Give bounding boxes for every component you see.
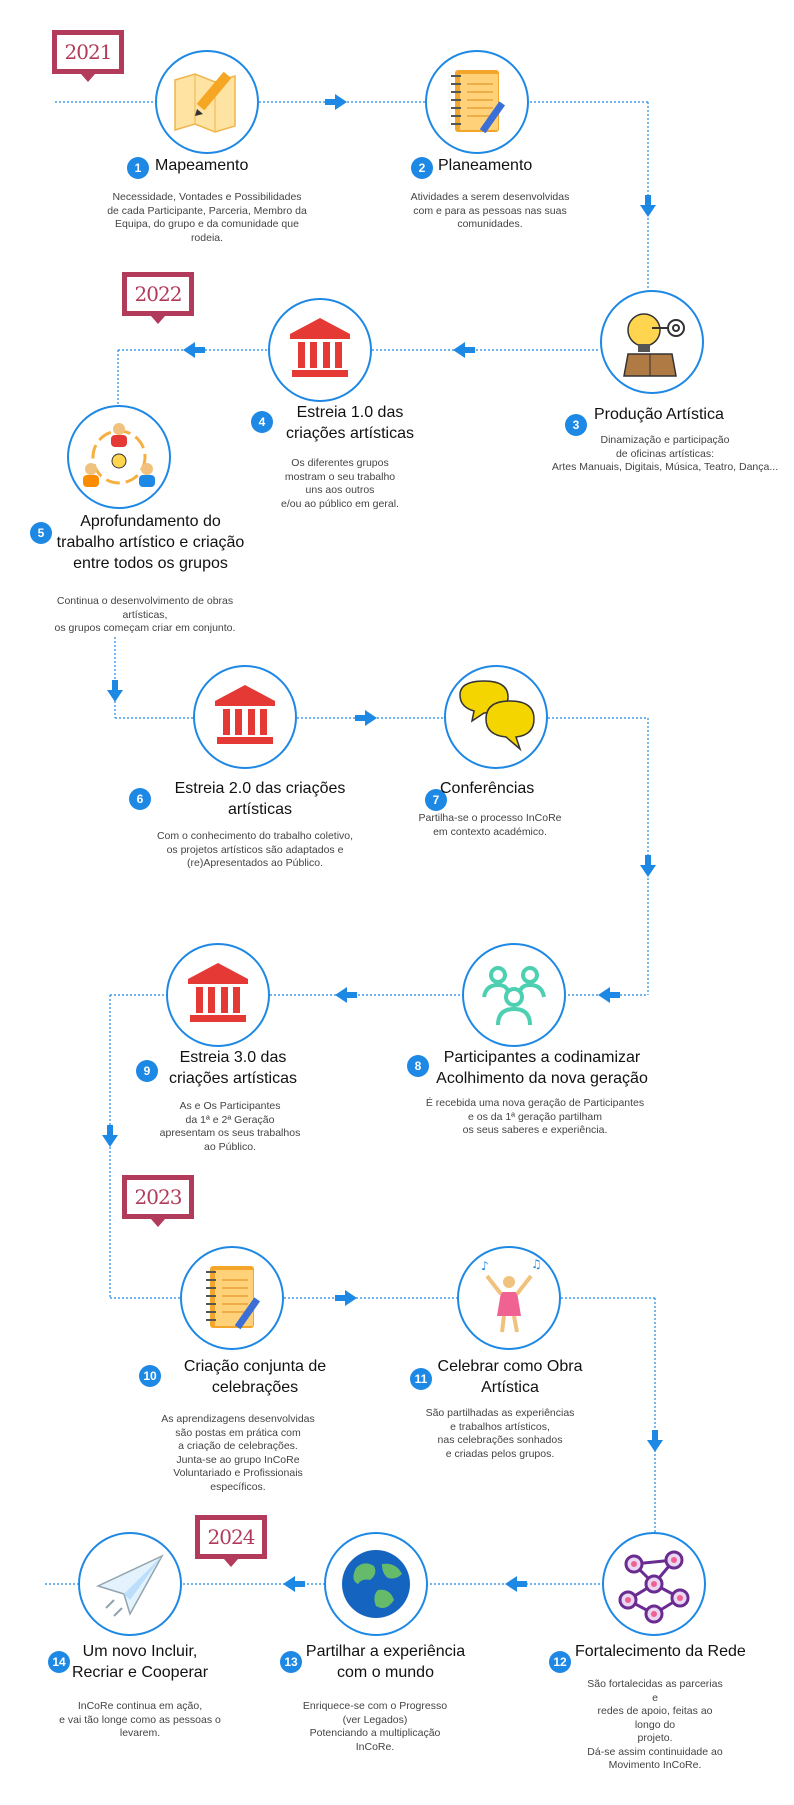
- step-description: As e Os Participantes da 1ª e 2ª Geração apresentam os seus trabalhos ao Público.: [159, 1100, 301, 1153]
- step-title: Estreia 1.0 das criações artísticas: [285, 404, 415, 442]
- year-badge: [52, 30, 124, 82]
- step-description: Partilha-se o processo InCoRe em contexto académico.: [418, 812, 562, 838]
- step-description: InCoRe continua em ação, e vai tão longe como as pessoas o levarem.: [59, 1700, 221, 1739]
- step-title: Produção Artística: [594, 406, 724, 423]
- year-badge: [122, 272, 194, 324]
- step-title: Fortalecimento da Rede: [575, 1643, 746, 1660]
- step-node: [180, 1246, 284, 1350]
- notebook-pencil-icon: [182, 1248, 282, 1348]
- step-number: 12: [549, 1651, 571, 1673]
- people-group-icon: [464, 945, 564, 1045]
- step-node: [444, 665, 548, 769]
- step-description: Necessidade, Vontades e Possibilidades de cada Participante, Parceria, Membro da Equipa, do grupo e da comunidade que rodeia.: [107, 191, 307, 244]
- step-title: Participantes a codinamizar Acolhimento da nova geração: [436, 1049, 648, 1087]
- paper-plane-icon: [80, 1534, 180, 1634]
- globe-icon: [326, 1534, 426, 1634]
- step-node: [600, 290, 704, 394]
- step-description: As aprendizagens desenvolvidas são postas em prática com a criação de celebrações. Junta-se ao grupo InCoRe Voluntariado e Profissionais específicos.: [161, 1413, 315, 1493]
- step-number: 7: [425, 789, 447, 811]
- year-label: 2021: [57, 35, 119, 69]
- step-title: Partilhar a experiência com o mundo: [305, 1643, 466, 1681]
- step-description: São fortalecidas as parcerias e redes de apoio, feitas ao longo do projeto. Dá-se assim continuidade ao Movimento InCoRe.: [587, 1678, 723, 1771]
- step-node: [457, 1246, 561, 1350]
- step-number: 14: [48, 1651, 70, 1673]
- idea-box-icon: [602, 292, 702, 392]
- svg-text:♪: ♪: [481, 1259, 489, 1273]
- step-description: Dinamização e participação de oficinas artísticas: Artes Manuais, Digitais, Música, Teatro, Dança...: [551, 434, 779, 473]
- step-number: 6: [129, 788, 151, 810]
- step-node: [67, 405, 171, 509]
- step-node: [462, 943, 566, 1047]
- team-collaboration-icon: [69, 407, 169, 507]
- step-title: Um novo Incluir, Recriar e Cooperar: [71, 1643, 209, 1681]
- step-node: [155, 50, 259, 154]
- step-number: 1: [127, 157, 149, 179]
- step-number: 11: [410, 1368, 432, 1390]
- map-pencil-icon: [157, 52, 257, 152]
- step-title: Criação conjunta de celebrações: [183, 1358, 327, 1396]
- notebook-pencil-icon: [427, 52, 527, 152]
- step-title: Mapeamento: [155, 157, 249, 174]
- step-number: 9: [136, 1060, 158, 1082]
- step-node: [425, 50, 529, 154]
- step-title: Estreia 2.0 das criações artísticas: [174, 780, 346, 818]
- step-node: [602, 1532, 706, 1636]
- step-number: 4: [251, 411, 273, 433]
- step-title: Celebrar como Obra Artística: [437, 1358, 583, 1396]
- step-title: Planeamento: [438, 157, 533, 174]
- step-description: Enriquece-se com o Progresso (ver Legados) Potenciando a multiplicação InCoRe.: [302, 1700, 448, 1753]
- speech-bubbles-icon: [446, 667, 546, 767]
- step-title: Conferências: [440, 780, 535, 797]
- theater-building-icon: [168, 945, 268, 1045]
- step-description: É recebida uma nova geração de Participantes e os da 1ª geração partilham os seus saberes e experiência.: [425, 1097, 645, 1136]
- step-description: São partilhadas as experiências e trabalhos artísticos, nas celebrações sonhados e criadas pelos grupos.: [425, 1407, 575, 1460]
- step-description: Atividades a serem desenvolvidas com e para as pessoas nas suas comunidades.: [410, 191, 570, 230]
- step-title: Estreia 3.0 das criações artísticas: [168, 1049, 298, 1087]
- step-node: [268, 298, 372, 402]
- step-description: Continua o desenvolvimento de obras artísticas, os grupos começam criar em conjunto.: [54, 595, 236, 634]
- step-node: [78, 1532, 182, 1636]
- dancing-person-icon: [459, 1248, 559, 1348]
- year-badge: [195, 1515, 267, 1567]
- step-node: [324, 1532, 428, 1636]
- svg-text:♫: ♫: [531, 1257, 542, 1271]
- step-description: Com o conhecimento do trabalho coletivo, os projetos artísticos são adaptados e (re)Apresentados ao Público.: [156, 830, 354, 869]
- network-nodes-icon: [604, 1534, 704, 1634]
- step-title: Aprofundamento do trabalho artístico e criação entre todos os grupos: [56, 513, 245, 572]
- year-label: 2022: [127, 277, 189, 311]
- step-number: 8: [407, 1055, 429, 1077]
- step-number: 13: [280, 1651, 302, 1673]
- step-number: 10: [139, 1365, 161, 1387]
- step-node: [166, 943, 270, 1047]
- step-number: 5: [30, 522, 52, 544]
- theater-building-icon: [270, 300, 370, 400]
- step-node: [193, 665, 297, 769]
- step-description: Os diferentes grupos mostram o seu trabalho uns aos outros e/ou ao público em geral.: [281, 457, 399, 510]
- step-number: 2: [411, 157, 433, 179]
- year-label: 2024: [200, 1520, 262, 1554]
- year-badge: [122, 1175, 194, 1227]
- theater-building-icon: [195, 667, 295, 767]
- year-label: 2023: [127, 1180, 189, 1214]
- step-number: 3: [565, 414, 587, 436]
